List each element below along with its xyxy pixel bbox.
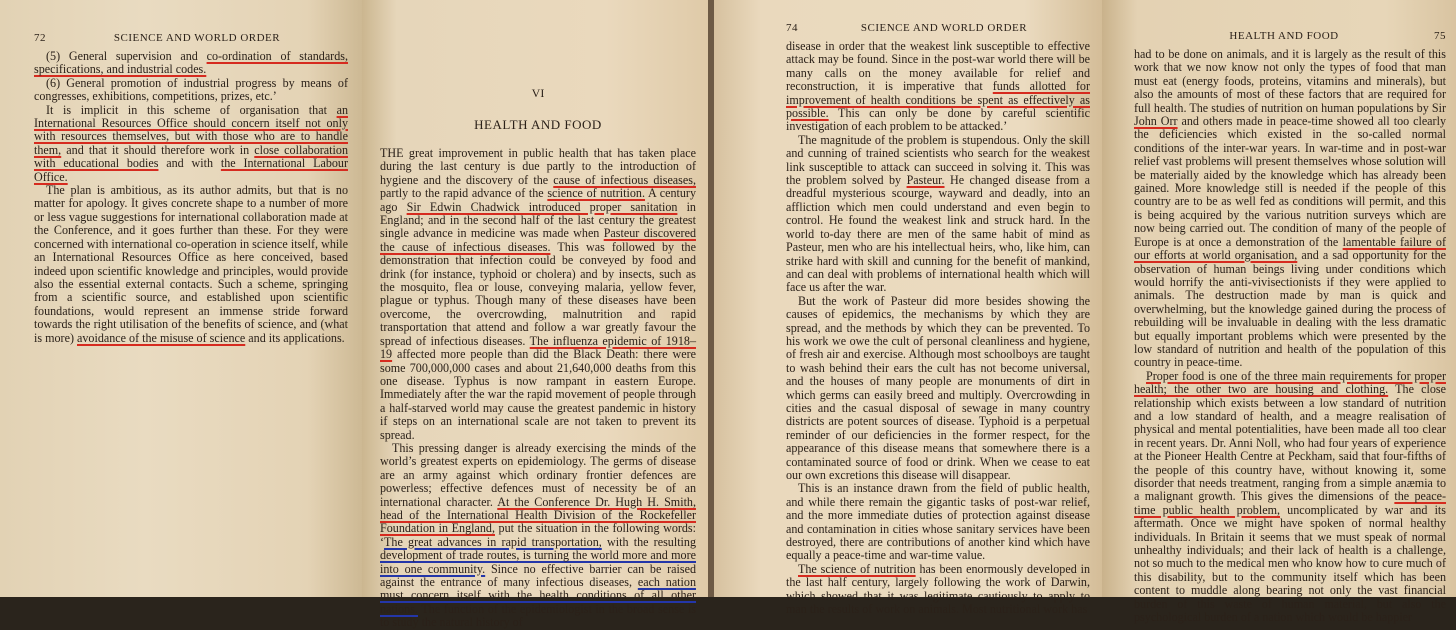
highlight-underline: The science of nutrition <box>798 561 916 576</box>
paragraph: Proper food is one of the three main requirements for proper health; the other two are housing and clothing. The close relationship which exists between a low standard of nutrition and a low standard of health, and a meagre realisation of physical and mental potentialities, have been made all too clear in recent years. Dr. Anni Noll, who had four years of experience at the Pioneer Health Centre at Peckham, said that four-fifths of the people of this country have, without knowing it, some disorder that needs treatment, ranging from a simple anæmia to a malignant growth. This gives the dimensions of the peace-time public health problem, uncomplicated by war and its aftermath. Once we might have spoken of normal healthy individuals. In Britain it seems that we must speak of normal unhealthy individuals; and their lack of health is a challenge, not so much to the medical men who know how to cure much of this disability, but to the community itself which has been content to muddle along bearing not only the vast financial burden of this waste of human material, but also the psychological burden of a nation which would be happier <box>1134 368 1447 625</box>
highlight-underline: Sir Edwin Chadwick introduced proper sanitation <box>406 199 678 214</box>
running-head-title: SCIENCE AND WORLD ORDER <box>860 22 1028 34</box>
page-73-text <box>380 147 696 630</box>
chapter-title: HEALTH AND FOOD <box>474 117 602 132</box>
running-head-title: HEALTH AND FOOD <box>1229 30 1339 42</box>
highlight-underline: cause of infectious diseases, <box>553 172 696 187</box>
page-72-text <box>34 50 348 345</box>
highlight-underline: science of nutrition. <box>547 186 646 201</box>
paragraph: The science of nutrition has been enormously developed in the last half century, largely following the work of Darwin, which showed that it was legitimate cautiously to apply to man the results of work on animals. Most nutritional work has <box>786 561 1090 617</box>
highlight-underline: an International Resources Office should concern itself not only with resources themselves, but with those who are to handle them, <box>34 102 348 157</box>
highlight-underline: the peace-time public health problem, <box>1134 489 1447 517</box>
paragraph: THE great improvement in public health that has taken place during the last century is due partly to the introduction of hygiene and the discovery of the cause of infectious diseases, partly to the rapid advance of the science of nutrition. A century ago Sir Edwin Chadwick introduced proper sanitation in England; and in the second half of the last century the greatest single advance in medicine was made when Pasteur discovered the cause of infectious diseases. This was followed by the demonstration that infection could be conveyed by food and drink (for instance, typhoid or cholera) and by insects, such as the mosquito, flea or louse, conveying malaria, yellow fever, plague or typhus. Though many of these diseases have been overcome, the overcrowding, malnutrition and rapid transportation that attend and follow a war greatly favour the spread of infectious diseases. The influenza epidemic of 1918–19 affected more people than did the Black Death: there were some 700,000,000 cases and about 21,640,000 deaths from this one disease. Typhus is now rampant in eastern Europe. Immediately after the war the rapid movement of people through a half-starved world may cause the greatest pandemic in history if steps on an international scale are not taken to prevent its spread. <box>380 146 697 442</box>
page-73 <box>362 0 710 630</box>
running-header <box>1134 30 1446 42</box>
page-75-text <box>1134 48 1446 624</box>
highlight-underline: At the Conference Dr. Hugh H. Smith, head of the International Health Division of the Rockefeller Foundation in England, <box>380 494 696 536</box>
paragraph: The plan is ambitious, as its author admits, but that is no matter for apology. It gives concrete shape to a number of more or less vague suggestions for international collaboration made at the Conference, and it goes further than these. For they were concerned with international co-operation in science itself, while an International Resources Office as here conceived, based indeed upon scientific knowledge and principles, would provide also the essential external contacts. Such a scheme, springing from a scientific source, and established upon scientific foundations, would represent an immense stride forward towards the right utilisation of the benefits of science, and (what is more) avoidance of the misuse of science and its applications. <box>34 183 348 345</box>
highlight-underline: Proper food is one of the three main requirements for proper health; the other two are housing and clothing. <box>1134 368 1446 397</box>
paragraph: disease in order that the weakest link susceptible to effective attack may be found. Since in the post-war world there will be many calls on the money available for relief and reconstruction, it is imperative that funds allotted for improvement of health conditions be spent as effectively as possible. This can only be done by careful scientific investigation of each problem to be attacked.’ <box>786 39 1091 134</box>
highlight-underline: close collaboration with educational bodies <box>34 142 348 171</box>
paragraph: This pressing danger is already exercising the minds of the world’s greatest experts on epidemiology. The germs of disease are an army against which ordinary frontier defences are powerless; effective defences must of necessity be of an international character. At the Conference Dr. Hugh H. Smith, head of the International Health Division of the Rockefeller Foundation in England, put the situation in the following words: ‘The great advances in rapid transportation, with the resulting development of trade routes, is turning the world more and more into one community. Since no effective barrier can be raised against the entrance of many infectious diseases, each nation must concern itself with the health conditions of all other nations. The function of the epidemiologist in the broad sense is to study the natural history of <box>380 440 697 630</box>
highlight-underline: John Orr <box>1134 114 1178 129</box>
highlight-underline: The influenza epidemic of 1918–19 <box>380 333 696 362</box>
page-72 <box>0 0 362 597</box>
running-head-title: SCIENCE AND WORLD ORDER <box>113 32 281 44</box>
running-header <box>34 32 348 44</box>
list-item: (5) General supervision and co-ordination of standards, specifications, and industrial codes. <box>34 49 348 77</box>
list-item: (6) General promotion of industrial progress by means of congresses, exhibitions, competitions, prizes, etc.’ <box>34 75 348 104</box>
highlight-underline-blue: The great advances in rapid transportation, <box>384 534 602 549</box>
page-number: 72 <box>34 32 46 44</box>
highlight-underline-blue: each nation must concern itself with the health conditions of all other nations. <box>380 575 696 616</box>
paragraph: But the work of Pasteur did more besides showing the causes of epidemics, the mechanisms by which they are spread, and the methods by which they can be prevented. To his work we owe the cult of personal cleanliness and hygiene, of fresh air and exercise. Although most schoolboys are taught to wash behind their ears the cult has not become universal, and the houses of many people are monuments of dirt in which germs can easily breed and multiply. Overcrowding in cities and the casual disposal of sewage in many country districts are potent sources of disease. Typhoid is a perpetual reminder of our deficiencies in the former respect, for the appearance of this disease means that somewhere there is a contaminated source of food or drink. When we cease to eat our own excretions this disease will disappear. <box>786 293 1090 482</box>
paragraph: This is an instance drawn from the field of public health, and while there remain the gigantic tasks of post-war relief, and the more immediate duties of protection against disease and contamination in cities whose sanitary services have been destroyed, there are contributions of another kind which have equally a peace-time and war-time value. <box>786 481 1090 563</box>
paragraph: The magnitude of the problem is stupendous. Only the skill and cunning of trained scientists who search for the weakest link susceptible to attack can succeed in solving it. This was the problem solved by Pasteur. He changed disease from a dreadful mysterious scourge, wayward and deadly, into an affliction which men could understand and even begin to control. He found the weakest link and struck hard. In the world to-day there are men of the same habit of mind as Pasteur, men who are his intellectual heirs, who, like him, can strike hard with skill and cunning for the benefit of mankind, and can deal with problems of international health which will face us after the war. <box>786 132 1090 295</box>
highlight-underline-blue: development of trade routes, is turning the world more and more into one community. <box>380 548 696 576</box>
page-number: 74 <box>786 22 798 34</box>
highlight-underline: Pasteur. <box>906 173 945 188</box>
paragraph: It is implicit in this scheme of organisation that an International Resources Office should concern itself not only with resources themselves, but with those who are to handle them, and that it should therefore work in close collaboration with educational bodies and with the International Labour Office. <box>34 102 348 184</box>
highlight-underline: co-ordination of standards, specifications, and industrial codes. <box>34 49 348 77</box>
highlight-underline: the International Labour Office. <box>34 156 348 184</box>
highlight-underline: funds allotted for improvement of health conditions be spent as effectively as possible. <box>786 79 1091 121</box>
chapter-number: VI <box>531 86 545 100</box>
page-74-text <box>786 40 1090 616</box>
page-75 <box>1102 0 1456 625</box>
highlight-underline: lamentable failure of our efforts at world organisation, <box>1134 234 1446 263</box>
page-number: 75 <box>1434 30 1446 42</box>
paragraph: had to be done on animals, and it is largely as the result of this work that we now know not only the types of food that man must eat (energy foods, proteins, vitamins and minerals), but also the amounts of most of these factors that are required for full health. The studies of nutrition on human populations by Sir John Orr and others made in peace-time showed all too clearly the deficiencies which existed in the so-called normal conditions of the inter-war years. In war-time and in post-war relief vast problems will present themselves whose solution will be materially aided by the knowledge which has already been gained. More knowledge still is needed if the people of this country are to be as well fed as conditions will permit, and this is being acquired by the various nutrition surveys which are now being carried out. The condition of many of the people of Europe is at once a demonstration of the lamentable failure of our efforts at world organisation, and a sad opportunity for the observation of human beings living under conditions which would horrify the anti-vivisectionists if they were applied to animals. The destruction made by man is quick and overwhelming, but the knowledge gained during the process of rebuilding will be invaluable in dealing with the less dramatic but equally important problems which were presented by the low standard of nutrition and health of the population of this country in peace-time. <box>1134 47 1446 370</box>
highlight-underline: Pasteur discovered the cause of infectious diseases. <box>380 226 696 254</box>
highlight-underline: avoidance of the misuse of science <box>77 330 246 345</box>
page-74 <box>714 0 1102 617</box>
running-header <box>786 22 1090 34</box>
